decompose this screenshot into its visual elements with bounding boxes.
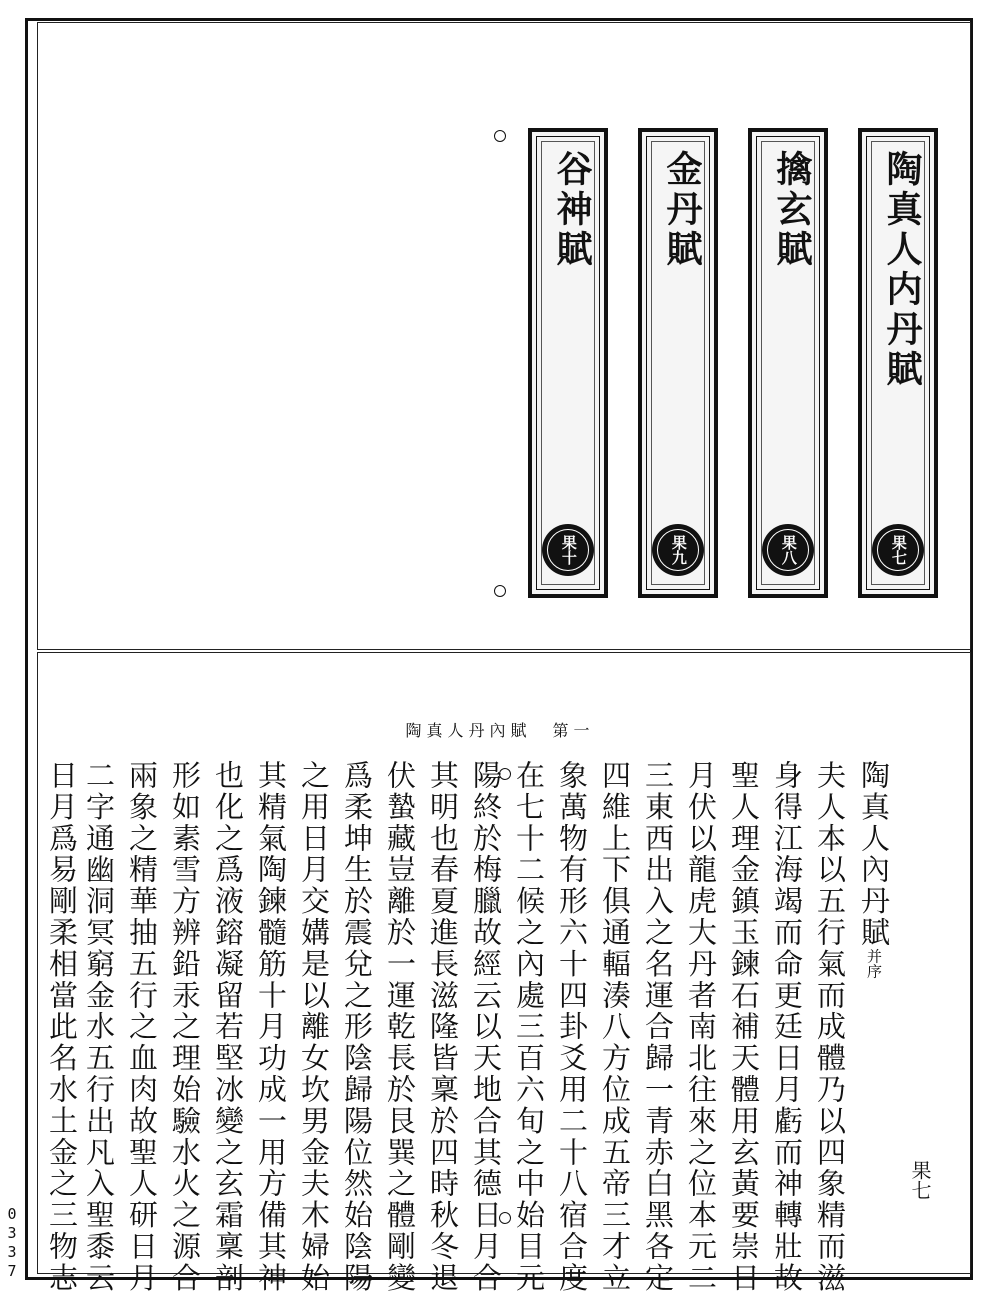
title-slip-1: [858, 128, 938, 598]
running-header: [0, 718, 1000, 741]
column-text: 象萬物有形六十四卦爻用二十八宿合度: [555, 760, 589, 1294]
seal-stamp: [652, 524, 704, 576]
slip-title: 擒玄賦: [771, 150, 813, 270]
seal-stamp: [872, 524, 924, 576]
column-text: 夫人本以五行氣而成體乃以四象精而滋: [813, 760, 847, 1294]
column-text: 之用日月交媾是以離女坎男金夫木婦始: [297, 760, 331, 1294]
text-column: [378, 760, 422, 1294]
seal-text: 果八: [767, 529, 809, 571]
title-slip-4: [528, 128, 608, 598]
column-text: 陽終於梅臘故經云以天地合其德日月合: [469, 760, 503, 1294]
text-column: [765, 760, 809, 1294]
column-text: 三東西出入之名運合歸一青赤白黑各定: [641, 760, 675, 1294]
text-column: [421, 760, 465, 1294]
column-text: 形如素雪方辨鉛汞之理始驗水火之源合: [168, 760, 202, 1294]
text-column: [335, 760, 379, 1294]
page-number-digit: 0: [7, 1205, 17, 1223]
text-column: [593, 760, 637, 1294]
slip-title: 谷神賦: [551, 150, 593, 270]
seal-text: 果十: [547, 529, 589, 571]
text-column: [507, 760, 551, 1294]
text-column: [292, 760, 336, 1294]
column-text: 其精氣陶鍊髓筋十月功成一用方備其神: [254, 760, 288, 1294]
column-note: 并序: [865, 948, 883, 979]
text-column: [464, 760, 508, 1294]
text-column: [249, 760, 293, 1294]
title-slip-3: [638, 128, 718, 598]
column-text: 其明也春夏進長滋隆皆稟於四時秋冬退: [426, 760, 460, 1294]
page-number: [2, 1205, 22, 1281]
sheet-label: 果七: [908, 1160, 932, 1200]
text-column: [808, 760, 852, 1294]
text-column: [679, 760, 723, 1294]
text-column: [40, 760, 84, 1294]
column-text: 四維上下俱通輻湊八方位成五帝三才立: [598, 760, 632, 1294]
column-text: 伏蟄藏豈離於一運乾長於艮巽之體剛變: [383, 760, 417, 1294]
column-text: 兩象之精華抽五行之血肉故聖人研日月: [125, 760, 159, 1294]
column-text: 爲柔坤生於震兌之形陰歸陽位然始陰陽: [340, 760, 374, 1294]
binding-hole-bottom: [494, 585, 506, 597]
text-column-title: [852, 760, 896, 978]
text-column: [550, 760, 594, 1294]
seal-stamp: [542, 524, 594, 576]
page-number-digit: 3: [7, 1243, 17, 1261]
page-number-digit: 3: [7, 1224, 17, 1242]
column-text: 在七十二候之內處三百六旬之中始目元: [512, 760, 546, 1294]
seal-stamp: [762, 524, 814, 576]
text-column: [163, 760, 207, 1294]
seal-text: 果七: [877, 529, 919, 571]
text-column: [206, 760, 250, 1294]
text-column: [120, 760, 164, 1294]
slip-title: 金丹賦: [661, 150, 703, 270]
text-column: [636, 760, 680, 1294]
cover-panel: [37, 22, 971, 650]
text-column: [722, 760, 766, 1294]
column-text: 二字通幽洞冥窮金水五行出凡入聖黍云: [82, 760, 116, 1294]
column-text: 陶真人內丹賦: [857, 760, 891, 949]
seal-text: 果九: [657, 529, 699, 571]
column-text: 也化之爲液鎔凝留若堅冰變之玄霜稟剖: [211, 760, 245, 1294]
column-text: 日月爲易剛柔相當此名水土金之三物志: [45, 760, 79, 1294]
title-slip-2: [748, 128, 828, 598]
column-text: 聖人理金鎮玉鍊石補天體用玄黃要崇日: [727, 760, 761, 1294]
column-text: 月伏以龍虎大丹者南北往來之位本元二: [684, 760, 718, 1294]
header-text: 陶真人丹內賦 第一: [405, 721, 595, 740]
slip-title: 陶真人内丹賦: [881, 150, 923, 390]
column-text: 身得江海竭而命更廷日月虧而神轉壯故: [770, 760, 804, 1294]
page-number-digit: 7: [7, 1262, 17, 1280]
binding-hole-top: [494, 130, 506, 142]
